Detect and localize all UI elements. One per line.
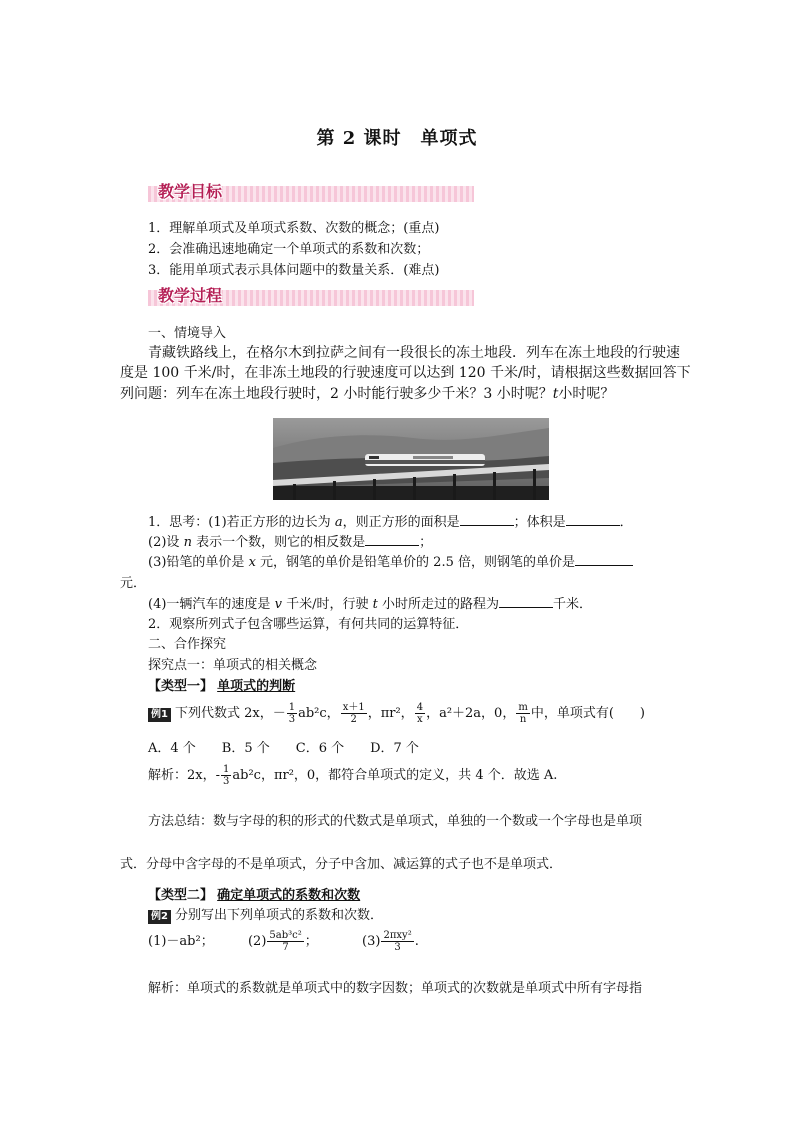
method-summary-cont: 式．分母中含字母的不是单项式，分子中含加、减运算的式子也不是单项式． [120, 857, 563, 872]
explore-heading: 二、合作探究 [148, 637, 227, 652]
example1-tag: 例1 [148, 708, 171, 722]
train-photo [273, 418, 549, 500]
process-heading: 教学过程 [158, 286, 223, 305]
example1: 例1 下列代数式 2x，－ $\frac{1}{3}$ ab²c， $\frac{x+1}{2}$ ，πr²， $\frac{4}{x}$ ，a²＋2a，0， $\frac{m}{n}$ 中，单项式有( ) [148, 702, 645, 725]
intro-heading: 一、情境导入 [148, 326, 227, 341]
example2-tag: 例2 [148, 910, 171, 924]
goals-banner [148, 180, 474, 206]
goals-heading: 教学目标 [158, 182, 223, 201]
example1-solution: 解析：2x，- $\frac{1}{3}$ ab²c，πr²，0，都符合单项式的定义，共 4 个．故选 A. [148, 764, 558, 787]
process-banner [148, 284, 474, 310]
goal-item: 3．能用单项式表示具体问题中的数量关系．(难点) [148, 263, 440, 278]
intro-paragraph-line: 列问题：列车在冻土地段行驶时，2 小时能行驶多少千米？3 小时呢？t小时呢？ [120, 386, 615, 402]
think-q2: (2)设 n 表示一个数，则它的相反数是 ； [148, 535, 433, 550]
example2: 例2 分别写出下列单项式的系数和次数． [148, 904, 383, 924]
think-q1: 1．思考：(1)若正方形的边长为 a，则正方形的面积是 ；体积是 ． [148, 515, 633, 530]
think-q3: (3)铅笔的单价是 x 元，钢笔的单价是铅笔单价的 2.5 倍，则钢笔的单价是 [148, 551, 633, 570]
goal-item: 2．会准确迅速地确定一个单项式的系数和次数； [148, 242, 430, 257]
think-q3-cont: 元． [120, 576, 147, 591]
page-title: 第 2 课时 单项式 [316, 128, 478, 149]
think-q4: (4)一辆汽车的速度是 v 千米/时，行驶 t 小时所走过的路程为 千米． [148, 597, 592, 612]
explore-point1: 探究点一：单项式的相关概念 [148, 658, 318, 673]
goal-item: 1．理解单项式及单项式系数、次数的概念；(重点) [148, 221, 440, 236]
method-summary: 方法总结：数与字母的积的形式的代数式是单项式，单独的一个数或一个字母也是单项 [148, 814, 643, 829]
intro-paragraph-line: 度是 100 千米/时，在非冻土地段的行驶速度可以达到 120 千米/时，请根据这些数据回答下 [120, 365, 691, 381]
type2-heading: 【类型二】 确定单项式的系数和次数 [148, 888, 361, 903]
intro-paragraph-line: 青藏铁路线上，在格尔木到拉萨之间有一段很长的冻土地段．列车在冻土地段的行驶速 [148, 345, 680, 361]
example2-solution: 解析：单项式的系数就是单项式中的数字因数；单项式的次数就是单项式中所有字母指 [148, 981, 643, 996]
example2-items: (1)－ab²； (2) $\frac{\text{5ab³c²}}{7}$ ； (3) $\frac{\text{2πxy²}}{3}$ . [148, 930, 419, 953]
type1-heading: 【类型一】 单项式的判断 [148, 679, 296, 694]
think-q5: 2．观察所列式子包含哪些运算，有何共同的运算特征． [148, 617, 469, 632]
example1-choices: A．4 个 B．5 个 C．6 个 D．7 个 [148, 741, 419, 756]
